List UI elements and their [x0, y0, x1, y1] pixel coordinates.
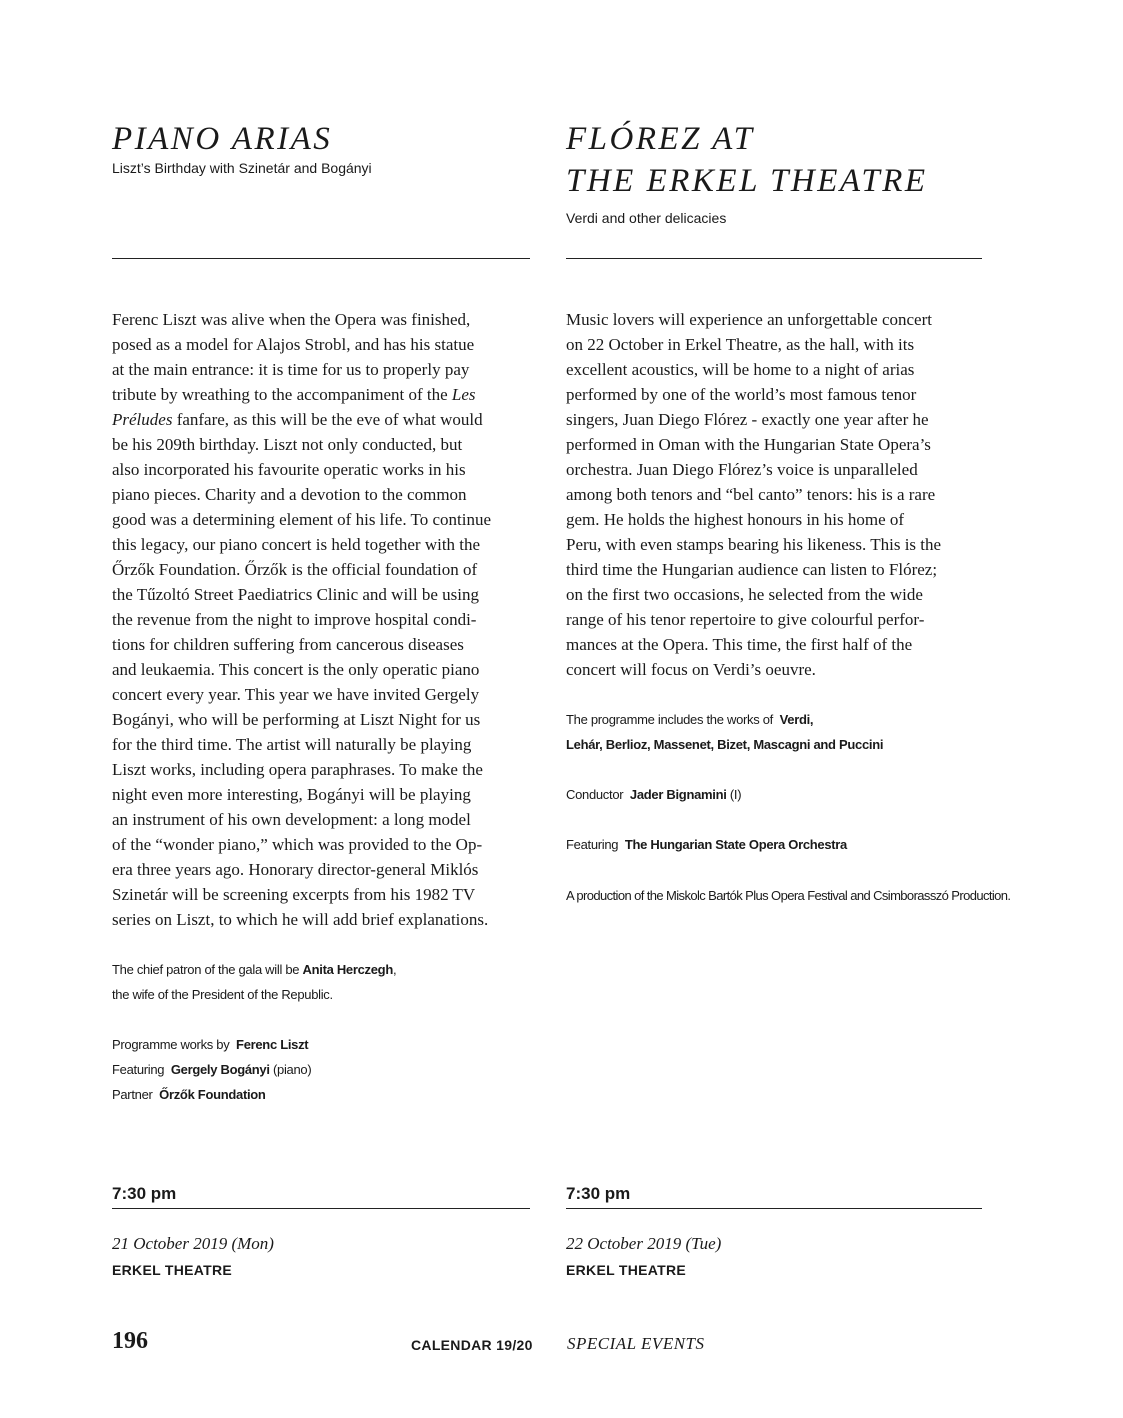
right-body — [566, 307, 982, 682]
partner-line — [112, 1082, 530, 1107]
body-line: among both tenors and “bel canto” tenors: his is a rare — [566, 485, 936, 504]
right-header-divider — [566, 258, 982, 259]
featuring-value: The Hungarian State Opera Orchestra — [624, 837, 847, 852]
left-header — [112, 118, 530, 176]
body-line: Bogányi, who will be performing at Liszt Night for us — [112, 710, 481, 729]
right-header — [566, 118, 982, 226]
body-line: excellent acoustics, will be home to a night of arias — [566, 360, 915, 379]
conductor-label: Conductor — [566, 787, 624, 802]
patron-suffix: , — [392, 962, 397, 977]
conductor-value: Jader Bignamini — [629, 787, 727, 802]
right-title — [566, 118, 982, 202]
patron-line — [112, 957, 530, 982]
programme-line — [566, 707, 982, 732]
featuring-suffix: (piano) — [269, 1062, 312, 1077]
right-event-time: 7:30 pm — [566, 1184, 631, 1203]
body-line: concert every year. This year we have invited Gergely — [112, 685, 480, 704]
conductor-line — [566, 782, 982, 807]
body-line: tribute by wreathing to the accompaniment of the Les — [112, 385, 476, 404]
body-line: range of his tenor repertoire to give colourful perfor- — [566, 610, 925, 629]
featuring-line — [112, 1057, 530, 1082]
body-line: Őrzők Foundation. Őrzők is the official foundation of — [112, 560, 478, 579]
left-time-divider — [112, 1208, 530, 1209]
body-line: Ferenc Liszt was alive when the Opera was finished, — [112, 310, 471, 329]
right-featuring — [566, 832, 982, 857]
body-line: tions for children suffering from cancerous diseases — [112, 635, 464, 654]
featuring-value: Gergely Bogányi — [170, 1062, 270, 1077]
body-line: Liszt works, including opera paraphrases. To make the — [112, 760, 483, 779]
page-number: 196 — [112, 1328, 148, 1354]
left-event-venue: ERKEL THEATRE — [112, 1262, 233, 1278]
conductor-suffix: (I) — [726, 787, 742, 802]
right-title-line-1: FLÓREZ AT — [566, 121, 755, 157]
featuring-label: Featuring — [566, 837, 619, 852]
left-patron-note — [112, 957, 530, 1007]
left-event-time: 7:30 pm — [112, 1184, 177, 1203]
body-line: piano pieces. Charity and a devotion to the common — [112, 485, 467, 504]
body-line: posed as a model for Alajos Strobl, and has his statue — [112, 335, 475, 354]
left-subtitle: Liszt’s Birthday with Szinetár and Bogányi — [112, 160, 372, 176]
body-line: performed by one of the world’s most famous tenor — [566, 385, 917, 404]
left-event-date: 21 October 2019 (Mon) — [112, 1234, 274, 1253]
left-credits — [112, 1032, 530, 1107]
body-line: this legacy, our piano concert is held together with the — [112, 535, 481, 554]
body-line: the Tűzoltó Street Paediatrics Clinic and will be using — [112, 585, 480, 604]
body-line: at the main entrance: it is time for us to properly pay — [112, 360, 470, 379]
body-line: third time the Hungarian audience can listen to Flórez; — [566, 560, 938, 579]
right-subtitle: Verdi and other delicacies — [566, 210, 727, 226]
programme-prefix: The programme includes the works of — [566, 712, 773, 727]
left-header-divider — [112, 258, 530, 259]
right-conductor — [566, 782, 982, 807]
patron-line-2: the wife of the President of the Republic. — [112, 987, 333, 1002]
featuring-label: Featuring — [112, 1062, 165, 1077]
body-line: Préludes fanfare, as this will be the eve of what would — [112, 410, 483, 429]
body-line: concert will focus on Verdi’s oeuvre. — [566, 660, 816, 679]
partner-label: Partner — [112, 1087, 153, 1102]
body-line: be his 209th birthday. Liszt not only conducted, but — [112, 435, 463, 454]
body-line: Peru, with even stamps bearing his likeness. This is the — [566, 535, 942, 554]
body-line: Szinetár will be screening excerpts from his 1982 TV — [112, 885, 476, 904]
right-title-line-2: THE ERKEL THEATRE — [566, 163, 928, 199]
right-event-date: 22 October 2019 (Tue) — [566, 1234, 722, 1253]
featuring-line — [566, 832, 982, 857]
right-production-note — [566, 883, 1011, 908]
production-note: A production of the Miskolc Bartók Plus Opera Festival and Csimborasszó Production. — [566, 888, 1011, 903]
left-title: PIANO ARIAS — [112, 121, 333, 157]
footer-section: SPECIAL EVENTS — [567, 1334, 705, 1353]
body-line: gem. He holds the highest honours in his home of — [566, 510, 905, 529]
partner-value: Őrzők Foundation — [159, 1087, 266, 1102]
body-line: good was a determining element of his life. To continue — [112, 510, 492, 529]
body-line: era three years ago. Honorary director-general Miklós — [112, 860, 479, 879]
right-programme — [566, 707, 982, 757]
programme-label: Programme works by — [112, 1037, 230, 1052]
body-line: mances at the Opera. This time, the first half of the — [566, 635, 913, 654]
body-line: for the third time. The artist will naturally be playing — [112, 735, 472, 754]
programme-value: Ferenc Liszt — [236, 1037, 309, 1052]
right-time-divider — [566, 1208, 982, 1209]
body-line: Music lovers will experience an unforgettable concert — [566, 310, 932, 329]
footer-calendar: CALENDAR 19/20 — [411, 1337, 533, 1353]
patron-name: Anita Herczegh — [302, 962, 393, 977]
programme-composers-1: Verdi, — [779, 712, 814, 727]
body-line: the revenue from the night to improve hospital condi- — [112, 610, 477, 629]
left-body — [112, 307, 530, 932]
body-line: an instrument of his own development: a long model — [112, 810, 471, 829]
right-event-venue: ERKEL THEATRE — [566, 1262, 687, 1278]
body-line: night even more interesting, Bogányi will be playing — [112, 785, 471, 804]
programme-composers-2: Lehár, Berlioz, Massenet, Bizet, Mascagni and Puccini — [566, 737, 884, 752]
patron-prefix: The chief patron of the gala will be — [112, 962, 303, 977]
body-line: of the “wonder piano,” which was provided to the Op- — [112, 835, 483, 854]
body-line: and leukaemia. This concert is the only operatic piano — [112, 660, 480, 679]
body-line: on the first two occasions, he selected from the wide — [566, 585, 923, 604]
body-line: performed in Oman with the Hungarian State Opera’s — [566, 435, 931, 454]
body-line: on 22 October in Erkel Theatre, as the hall, with its — [566, 335, 915, 354]
body-line: singers, Juan Diego Flórez - exactly one year after he — [566, 410, 929, 429]
programme-line — [112, 1032, 530, 1057]
body-line: also incorporated his favourite operatic works in his — [112, 460, 466, 479]
body-line: series on Liszt, to which he will add brief explanations. — [112, 910, 489, 929]
body-line: orchestra. Juan Diego Flórez’s voice is unparalleled — [566, 460, 918, 479]
